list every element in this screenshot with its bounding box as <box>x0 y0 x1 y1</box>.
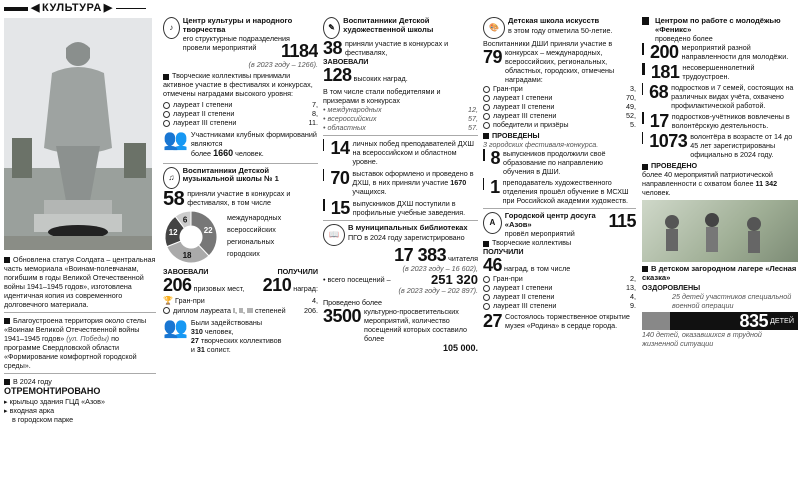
stela-street: (ул. Победы) <box>66 334 110 343</box>
events-count: 3500 <box>323 306 362 326</box>
art-award-row <box>323 123 478 132</box>
pie-legend <box>227 213 281 261</box>
azov-logo-icon: A <box>483 212 502 234</box>
azov-awards-text: наград, в том числе <box>504 264 571 274</box>
award-row <box>163 118 318 127</box>
people-group-icon: 👥 <box>163 129 188 152</box>
got-label: ПОЛУЧИЛИ <box>277 266 318 276</box>
pie-legend-item: международных <box>227 212 282 222</box>
award-value: 8, <box>312 109 318 119</box>
phoenix-held-count: 11 342 <box>755 179 778 189</box>
exhibitions-text: выставок оформлено и проведено в ДХШ, в них приняли участие <box>352 169 474 187</box>
bullet-square-icon <box>4 257 10 263</box>
dshi-contests: 79 <box>483 47 503 67</box>
grand-prix-label: Гран-при <box>174 295 205 305</box>
repair-item: в городском парке <box>12 415 74 425</box>
museum-text: Состоялось торжественное открытие музея «Родина» в сердце города. <box>505 312 630 331</box>
dshi-teacher: 1 <box>490 177 500 197</box>
teacher-wins-text: личных побед преподавателей ДХШ на всероссийском и областном уровне. <box>352 139 474 166</box>
music-school-title: Воспитанники Детской музыкальной школы № 1 <box>182 165 279 184</box>
column-dshi <box>483 0 636 499</box>
contests-pie-chart <box>163 209 223 265</box>
award-label: лауреат I степени <box>173 100 233 110</box>
won-label: ЗАВОЕВАЛИ <box>163 266 209 276</box>
people-group-icon: 👥 <box>163 316 188 339</box>
bullet-square-icon <box>4 318 10 324</box>
pie-legend-item: городских <box>227 248 260 258</box>
camp-title: В детском загородном лагере «Лесная сказка» <box>642 264 797 283</box>
bullet-square-icon <box>4 379 10 385</box>
medal-icon <box>483 122 490 129</box>
award-label: лауреат III степени <box>493 111 557 120</box>
culture-center-title: Центр культуры и народного творчества <box>182 16 293 34</box>
awards-count: 210 <box>262 274 292 295</box>
award-value: 7, <box>312 100 318 110</box>
exhibitions-unit: учащихся. <box>352 187 387 196</box>
involved-people: 310 <box>190 326 203 336</box>
visits-count: 251 320 <box>431 272 478 287</box>
bullet-triangle-icon: ▸ <box>4 397 8 407</box>
pie-slice-label: 22 <box>203 225 213 235</box>
award-row <box>483 283 636 292</box>
award-row <box>483 102 636 111</box>
library-book-icon: 📖 <box>323 224 345 246</box>
phoenix-volunteers-text: волонтёра в возрасте от 14 до 45 лет зарегистрированы официально в 2024 году. <box>690 132 793 160</box>
art-school-logo-icon: ✎ <box>323 17 340 39</box>
art-award-value: 57, <box>468 114 478 123</box>
music-school-contests: 58 <box>163 187 185 210</box>
phoenix-jobs-text: несовершеннолетний трудоустроен. <box>682 63 755 82</box>
visits-prev: (в 2023 году – 202 897). <box>398 286 478 295</box>
exhibitions-students: 1670 <box>450 178 467 187</box>
award-value: 11. <box>308 118 318 128</box>
award-value: 9. <box>630 301 636 311</box>
award-label: Гран-при <box>493 274 523 284</box>
pie-slice-label: 12 <box>168 227 178 237</box>
diploma-label: диплом лауреата I, II, III степеней <box>173 305 286 315</box>
year-label: В 2024 году <box>13 377 52 386</box>
art-award-value: 12, <box>468 105 478 114</box>
art-award-value: 57. <box>468 123 478 132</box>
involved-collectives: 27 <box>190 335 199 345</box>
art-school-contests: 38 <box>323 38 343 58</box>
award-value: 3, <box>630 84 636 93</box>
renovated-heading: ОТРЕМОНТИРОВАНО <box>4 386 101 396</box>
art-school-title: Воспитанники Детской художественной школы <box>343 16 434 34</box>
medal-icon <box>163 307 170 314</box>
dshi-stud: Воспитанники ДШИ приняли участие в <box>483 39 613 48</box>
culture-center-logo-icon: ♪ <box>163 17 180 39</box>
azov-sub: провёл мероприятий <box>504 229 575 239</box>
phoenix-prevention: 68 <box>649 82 669 103</box>
award-label: лауреат I степени <box>493 283 553 293</box>
dshi-held: ПРОВЕДЕНЫ <box>492 131 540 140</box>
pie-legend-item: всероссийских <box>227 224 276 234</box>
art-award-label: • областных <box>323 123 366 132</box>
award-label: лауреат III степени <box>173 118 237 128</box>
award-row <box>483 274 636 283</box>
soldier-statue-image <box>4 18 152 250</box>
involved-text: Были задействованы <box>190 317 262 327</box>
column-culture <box>163 0 318 499</box>
music-school-logo-icon: ♫ <box>163 167 180 189</box>
art-won-label: ЗАВОЕВАЛИ <box>323 57 369 66</box>
art-award-label: • международных <box>323 105 382 114</box>
award-label: победители и призёры <box>493 120 569 129</box>
medal-icon <box>483 86 490 93</box>
award-row <box>483 93 636 102</box>
medal-icon <box>163 120 170 127</box>
repair-item: входная арка <box>9 406 55 416</box>
azov-coll: Творческие коллективы <box>492 238 572 248</box>
award-row <box>163 100 318 109</box>
azov-awards <box>483 274 636 310</box>
art-incl: В том числе стали победителями и призерами в конкурсах <box>323 87 441 105</box>
trophy-icon: 🏆 <box>163 295 173 305</box>
events-text: культурно-просветительских мероприятий, количество посещений которых составило более <box>364 307 467 343</box>
phoenix-events-text: мероприятий разной направленности для молодёжи. <box>681 43 789 62</box>
medal-icon <box>483 95 490 102</box>
phoenix-jobs: 181 <box>650 62 680 83</box>
section-title: КУЛЬТУРА <box>41 1 102 14</box>
award-value: 52, <box>626 111 636 120</box>
culture-center-prev: (в 2023 году – 1266). <box>248 60 318 70</box>
clubs-prefix: более <box>190 149 212 159</box>
involved-people-unit: человек, <box>204 326 234 336</box>
bullet-square-icon <box>163 74 169 80</box>
arts-school-logo-icon: 🎨 <box>483 17 505 39</box>
camp-hard-kids: 140 детей, оказавшихся в трудной жизненной ситуации <box>642 329 762 348</box>
dshi-awards <box>483 84 636 129</box>
phoenix-volunteer-teens-text: подростков-учётников вовлечены в волонтёрскую деятельность. <box>671 112 790 131</box>
award-value: 2, <box>630 274 636 284</box>
medal-icon <box>483 104 490 111</box>
pie-slice-label: 18 <box>182 250 192 260</box>
culture-center-awards <box>163 100 318 127</box>
dshi-title: Детская школа искусств <box>508 16 600 25</box>
camp-bar-small <box>642 312 670 330</box>
column-statue <box>0 0 160 499</box>
art-award-row <box>323 105 478 114</box>
azov-got: ПОЛУЧИЛИ <box>483 247 524 257</box>
art-school-text: приняли участие в конкурсах и фестивалях, <box>345 39 449 57</box>
phoenix-volunteer-teens: 17 <box>649 111 669 132</box>
teacher-wins-count: 14 <box>330 138 350 158</box>
events-visits: 105 000. <box>442 343 478 353</box>
readers-count: 17 383 <box>394 245 447 265</box>
award-label: лауреат II степени <box>493 292 555 302</box>
dshi-text: конкурсах – международных, всероссийских, региональных, областных, городских, отмечены наградами: <box>505 48 615 84</box>
camp-bar-total <box>670 312 798 330</box>
camp-total: 835 <box>739 310 768 331</box>
visits-label: всего посещений – <box>327 275 391 284</box>
phoenix-held-unit: человек. <box>642 188 671 198</box>
award-value: 70, <box>626 93 636 102</box>
award-row <box>483 120 636 129</box>
azov-events: 115 <box>608 211 636 231</box>
clubs-unit: человек. <box>235 149 264 159</box>
award-value: 5. <box>630 120 636 129</box>
phoenix-prevention-text: подростков и 7 семей, состоящих на различных видах учёта, охвачено профилактической работой. <box>671 83 794 111</box>
camp-healed: ОЗДОРОВЛЕНЫ <box>642 282 701 292</box>
medal-icon <box>483 285 490 292</box>
memorial-photo <box>4 18 152 250</box>
stela-text: Благоустроена территория около стелы «Воинам Великой Отечественной войны 1941–1945 годов» <box>4 316 147 343</box>
dshi-held-text: 3 городских фестиваля-конкурса. <box>483 140 599 149</box>
column-art: ✎ Воспитанники Детской художественной школы 38 приняли участие в конкурсах и фестивалях, ЗАВОЕВАЛИ 128 высоких наград. В том числе стали победителями и призерами в конкурсах • международных 12, • всероссийских 57, • областных 57. 14 личных побед преподавателей ДХШ на всероссийском и областном уровне. 70 выставок оформлено и проведено в ДХШ, в них приняли участие 1670 учащихся. 15 выпускников ДХШ поступили в профильные учебные заведения. 📖 В муниципальных библиотеках ПГО в 2024 году зарегистрировано 17 383 читателя (в 2023 году – 16 602), • всего посещений – 251 320 (в 2023 году – 202 897). Проведено более 3500 культурно-просветительских мероприятий, количество посещений которых составило более 105 000. <box>323 16 478 353</box>
azov-title: Городской центр досуга «Азов» <box>504 211 596 229</box>
culture-center-events-count: 1184 <box>280 41 318 62</box>
medal-icon <box>163 111 170 118</box>
stela-program: по программе Свердловской области «Формирование комфортной городской среды». <box>4 334 137 370</box>
museum-day: 27 <box>483 311 503 332</box>
medal-icon <box>483 276 490 283</box>
culture-center-sub: его структурные подразделения провели мероприятий <box>182 34 290 53</box>
award-row <box>163 109 318 118</box>
art-award-row <box>323 114 478 123</box>
bullet-triangle-icon: ▸ <box>4 406 8 416</box>
readers-prev: (в 2023 году – 16 602), <box>402 264 478 273</box>
involved-soloists-unit: солист. <box>206 344 231 354</box>
award-label: лауреат II степени <box>493 102 555 111</box>
medal-icon <box>483 294 490 301</box>
music-school-text: приняли участие в конкурсах и фестивалях, в том числе <box>187 188 291 207</box>
award-value: 13, <box>626 283 636 293</box>
clubs-count: 1660 <box>213 148 234 159</box>
repair-item: крыльцо здания ГЦД «Азов» <box>9 397 105 407</box>
phoenix-held-text: более 40 мероприятий патриотической направленности с охватом более <box>642 170 773 189</box>
arrow-left-icon: ◀ <box>31 1 40 14</box>
award-row <box>483 301 636 310</box>
libraries-sub: ПГО в 2024 году зарегистрировано <box>348 232 465 242</box>
dshi-grads-text: выпускников продолжили своё образование по направлению обучения в ДШИ. <box>503 149 606 176</box>
phoenix-events: 200 <box>649 42 679 63</box>
diploma-val: 206. <box>304 305 318 315</box>
camp-total-unit: ДЕТЕЙ <box>769 316 794 326</box>
graduates-count: 15 <box>330 198 350 218</box>
medal-icon <box>483 303 490 310</box>
events-prefix: Проведено более <box>323 298 383 307</box>
dshi-grads: 8 <box>490 148 501 168</box>
award-row <box>483 111 636 120</box>
award-label: лауреат II степени <box>173 109 235 119</box>
azov-awards-count: 46 <box>483 255 503 276</box>
art-awards-list <box>323 105 478 132</box>
medal-icon <box>483 113 490 120</box>
involved-collectives-unit: творческих коллективов <box>200 335 282 345</box>
awards-text: наград: <box>293 283 318 293</box>
medal-icon <box>163 102 170 109</box>
phoenix-held: ПРОВЕДЕНО <box>651 161 698 171</box>
award-label: Гран-при <box>493 84 523 93</box>
clubs-text: Участниками клубных формирований являются <box>190 130 317 149</box>
award-value: 49, <box>626 102 636 111</box>
pie-slice-label: 6 <box>182 215 188 225</box>
award-value: 4, <box>630 292 636 302</box>
art-won-count: 128 <box>323 65 352 85</box>
camp-svo-kids: 25 детей участников специальной военной операции <box>672 291 792 310</box>
statue-text: Обновлена статуя Солдата – центральная часть мемориала «Воинам-полевчанам, погибшим в годы Великой Отечественной войны 1941–1945 годов», изготовлена идентичная копия из современного долговечного материала. <box>4 255 156 309</box>
arrow-right-icon: ▶ <box>103 1 113 14</box>
award-row <box>483 292 636 301</box>
grand-prix-val: 4, <box>312 296 318 306</box>
phoenix-title: Центром по работе с молодёжью «Феникс» <box>654 16 781 34</box>
readers-unit: читателя <box>448 254 478 263</box>
involved-and: и <box>190 344 195 354</box>
phoenix-volunteers: 1073 <box>649 131 688 152</box>
prizes-text: призовых мест, <box>193 283 245 293</box>
camp-children-photo <box>642 200 798 262</box>
culture-center-coll: Творческие коллективы принимали активное участие в фестивалях и конкурсах, отмечены наградами высокого уровня: <box>163 71 313 99</box>
phoenix-sub: проведено более <box>654 34 713 44</box>
dshi-sub: в этом году отметила 50-летие. <box>508 25 613 35</box>
art-won-text: высоких наград. <box>353 74 408 83</box>
award-label: лауреат III степени <box>493 301 557 311</box>
award-label: лауреат I степени <box>493 93 553 102</box>
column-youth <box>642 0 798 499</box>
dshi-teacher-text: преподаватель художественного отделения прошёл обучение в МСХШ при Российской академии художеств. <box>502 178 629 205</box>
exhibitions-count: 70 <box>330 168 350 188</box>
prizes-count: 206 <box>163 274 192 295</box>
involved-soloists: 31 <box>196 344 205 354</box>
graduates-text: выпускников ДХШ поступили в профильные учебные заведения. <box>352 199 466 217</box>
libraries-title: В муниципальных библиотеках <box>348 223 468 232</box>
pie-legend-item: региональных <box>227 236 275 246</box>
award-row <box>483 84 636 93</box>
art-award-label: • всероссийских <box>323 114 377 123</box>
